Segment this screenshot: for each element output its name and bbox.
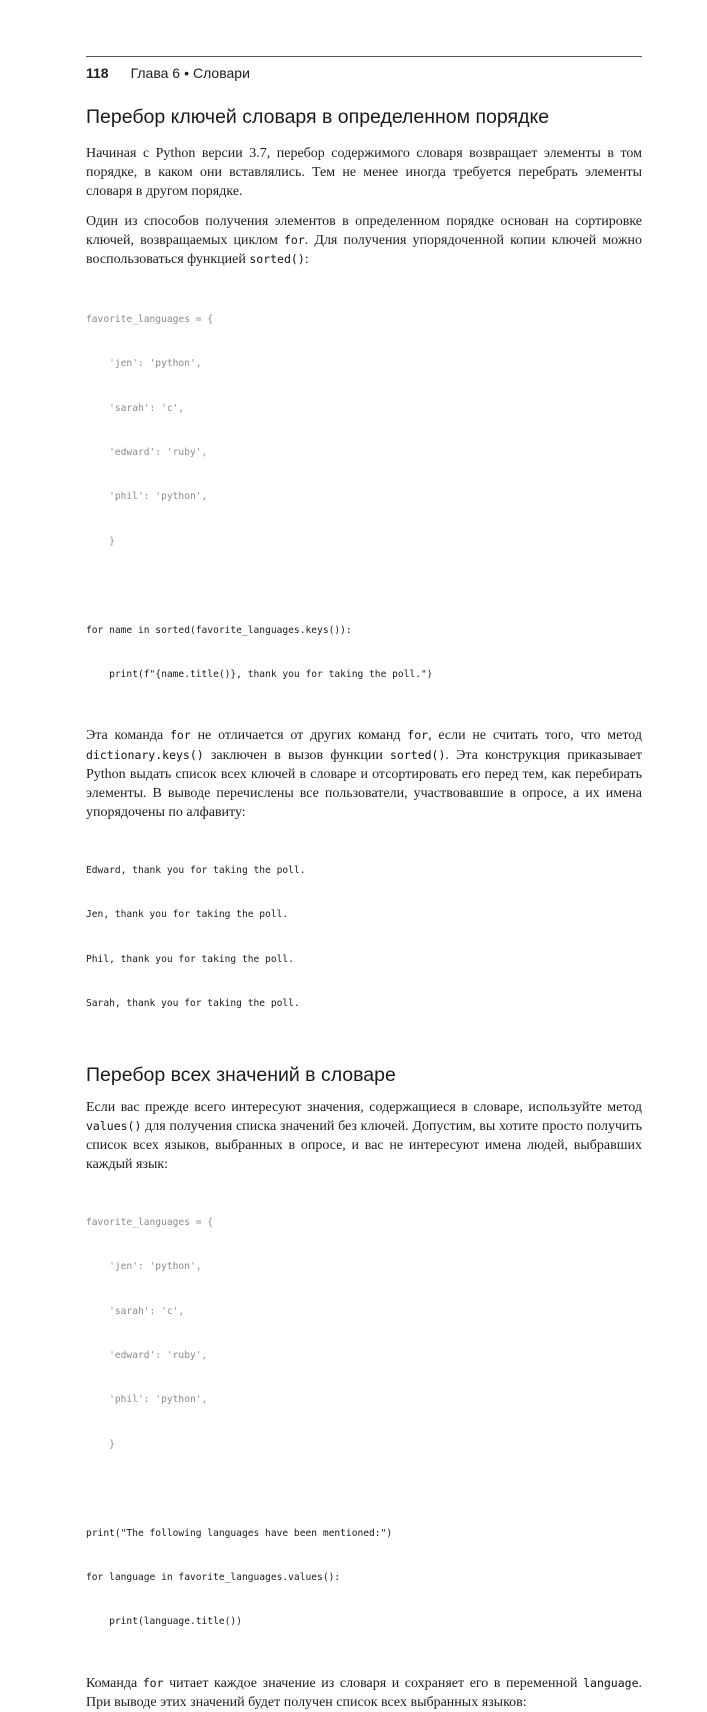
paragraph: Эта команда for не отличается от других команд for, если не считать того, что метод dictionary.keys() заключен в вызов функции sorted(). Эта конструкция приказывает Python выдать список всех ключей в словаре и отсортировать его перед тем, как перебирать элементы. В выводе перечислены все пользователи, участвовавшие в опросе, а их имена упорядочены по алфавиту:	[86, 728, 642, 821]
code-block-output: Edward, thank you for taking the poll. Jen, thank you for taking the poll. Phil, thank you for taking the poll. Sarah, thank you for taking the poll.	[86, 864, 306, 1010]
paragraph: Команда for читает каждое значение из словаря и сохраняет его в переменной language. При выводе этих значений будет получен список всех выбранных языков:	[86, 1675, 642, 1711]
inline-code: dictionary.keys()	[86, 747, 204, 762]
running-header	[86, 56, 642, 81]
inline-code: sorted()	[249, 252, 305, 267]
inline-code: for	[142, 1675, 164, 1690]
chapter-label: Глава 6	[130, 65, 181, 81]
paragraph: Начиная с Python версии 3.7, перебор содержимого словаря возвращает элементы в том порядке, в каком они вставлялись. Тем не менее иногда требуется перебрать элементы словаря в другом порядке.	[86, 146, 642, 200]
inline-code: for	[284, 232, 305, 247]
section-heading-all-values: Перебор всех значений в словаре	[86, 1063, 396, 1086]
inline-code: values()	[86, 1118, 142, 1133]
page-number: 118	[86, 65, 109, 81]
inline-code: for	[407, 728, 429, 743]
page-content	[86, 96, 642, 1712]
inline-code: language	[583, 1675, 639, 1690]
section-heading-sorted-keys: Перебор ключей словаря в определенном порядке	[86, 106, 550, 128]
inline-code: for	[169, 728, 191, 743]
paragraph: Если вас прежде всего интересуют значения, содержащиеся в словаре, используйте метод values() для получения списка значений без ключей. Допустим, вы хотите просто получить список всех языков, выбранных в опросе, и вас не интересуют имена людей, выбравших каждый язык:	[86, 1099, 642, 1173]
paragraph: Один из способов получения элементов в определенном порядке основан на сортировке ключей, возвращаемых циклом for. Для получения упорядоченной копии ключей можно воспользоваться функцией sorted():	[86, 213, 643, 268]
section-label: Словари	[193, 65, 250, 81]
code-block-dict: favorite_languages = { 'jen': 'python', 'sarah': 'c', 'edward': 'ruby', 'phil': 'python', } for name in sorted(favorite_languages.keys()): print(f"{name.title()}, thank you for taking the poll.")	[86, 313, 433, 680]
inline-code: sorted()	[390, 747, 446, 762]
header-separator: •	[184, 65, 189, 81]
code-block-values: favorite_languages = { 'jen': 'python', 'sarah': 'c', 'edward': 'ruby', 'phil': 'python', } print("The following languages have been mentioned:") for language in favorite_languages.values(): print(language.title())	[86, 1216, 393, 1628]
